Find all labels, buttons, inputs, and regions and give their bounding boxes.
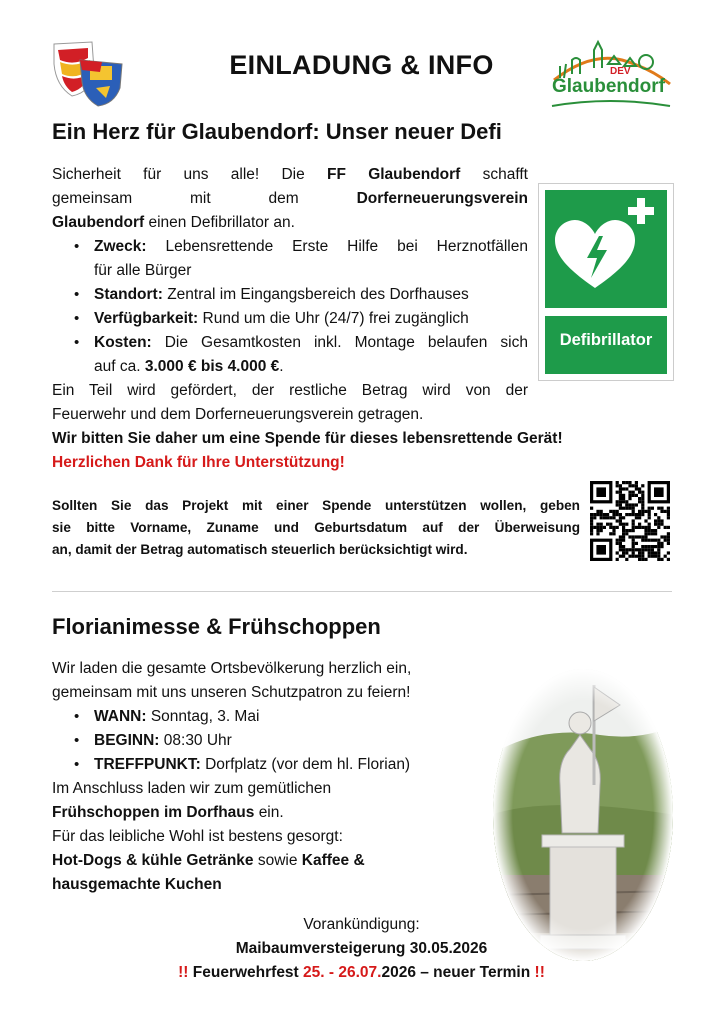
list-item: • Kosten: Die Gesamtkosten inkl. Montage belaufen sich auf ca. 3.000 € bis 4.000 €.: [52, 331, 528, 379]
defibrillator-sign: [538, 183, 674, 381]
defi-intro-line2: gemeinsam mit dem Dorferneuerungsverein: [52, 190, 528, 207]
donation-appeal: Wir bitten Sie daher um eine Spende für dieses lebensrettende Gerät!: [52, 430, 563, 447]
defi-intro-line1: Sicherheit für uns alle! Die FF Glaubendorf schafft: [52, 166, 528, 183]
list-item: • Standort: Zentral im Eingangsbereich des Dorfhauses: [52, 283, 528, 307]
defi-intro-line3: Glaubendorf einen Defibrillator an.: [52, 214, 295, 231]
messe-intro: Wir laden die gesamte Ortsbevölkerung herzlich ein, gemeinsam mit uns unseren Schutzpatron zu feiern!: [52, 660, 412, 701]
thanks-text: Herzlichen Dank für Ihre Unterstützung!: [52, 454, 345, 471]
messe-followup: Im Anschluss laden wir zum gemütlichen Frühschoppen im Dorfhaus ein. Für das leibliche Wohl ist bestens gesorgt: Hot-Dogs & kühle Getränke sowie Kaffee & hausgemachte Kuchen: [52, 780, 365, 893]
list-item: • Verfügbarkeit: Rund um die Uhr (24/7) frei zugänglich: [52, 307, 528, 331]
funding-text: Ein Teil wird gefördert, der restliche Betrag wird von der Feuerwehr und dem Dorferneuerungsverein getragen.: [52, 382, 528, 423]
messe-heading: Florianimesse & Frühschoppen: [52, 614, 381, 639]
preview-label: Vorankündigung:: [303, 916, 420, 933]
section-divider: [52, 591, 672, 592]
messe-details-list: [52, 705, 482, 777]
donation-qr-code[interactable]: [590, 481, 670, 561]
list-item: • WANN: Sonntag, 3. Mai: [52, 705, 482, 729]
defi-intro: [52, 163, 528, 235]
dev-glaubendorf-logo: [550, 34, 674, 110]
defi-details-list: [52, 235, 528, 379]
defibrillator-heart-icon: [539, 184, 673, 380]
donation-note: Sollten Sie das Projekt mit einer Spende unterstützen wollen, geben sie bitte Vorname, Zuname und Geburtsdatum auf der Überweisung an, damit der Betrag automatisch steuerlich berücksichtigt wird.: [52, 498, 580, 557]
list-item: • BEGINN: 08:30 Uhr: [52, 729, 482, 753]
list-item: • TREFFPUNKT: Dorfplatz (vor dem hl. Florian): [52, 753, 482, 777]
logo-glaubendorf-label: Glaubendorf: [552, 76, 665, 97]
defi-heading: Ein Herz für Glaubendorf: Unser neuer Defi: [52, 119, 502, 144]
list-item: • Zweck: Lebensrettende Erste Hilfe bei Herznotfällen für alle Bürger: [52, 235, 528, 283]
feuerwehrfest-event: !! Feuerwehrfest 25. - 26.07.2026 – neuer Termin !!: [178, 964, 545, 981]
logo-dev-label: DEV: [610, 66, 631, 77]
defibrillator-sign-label: Defibrillator: [559, 331, 653, 349]
maibaum-event: Maibaumversteigerung 30.05.2026: [235, 940, 488, 957]
page-title: EINLADUNG & INFO: [229, 50, 494, 80]
